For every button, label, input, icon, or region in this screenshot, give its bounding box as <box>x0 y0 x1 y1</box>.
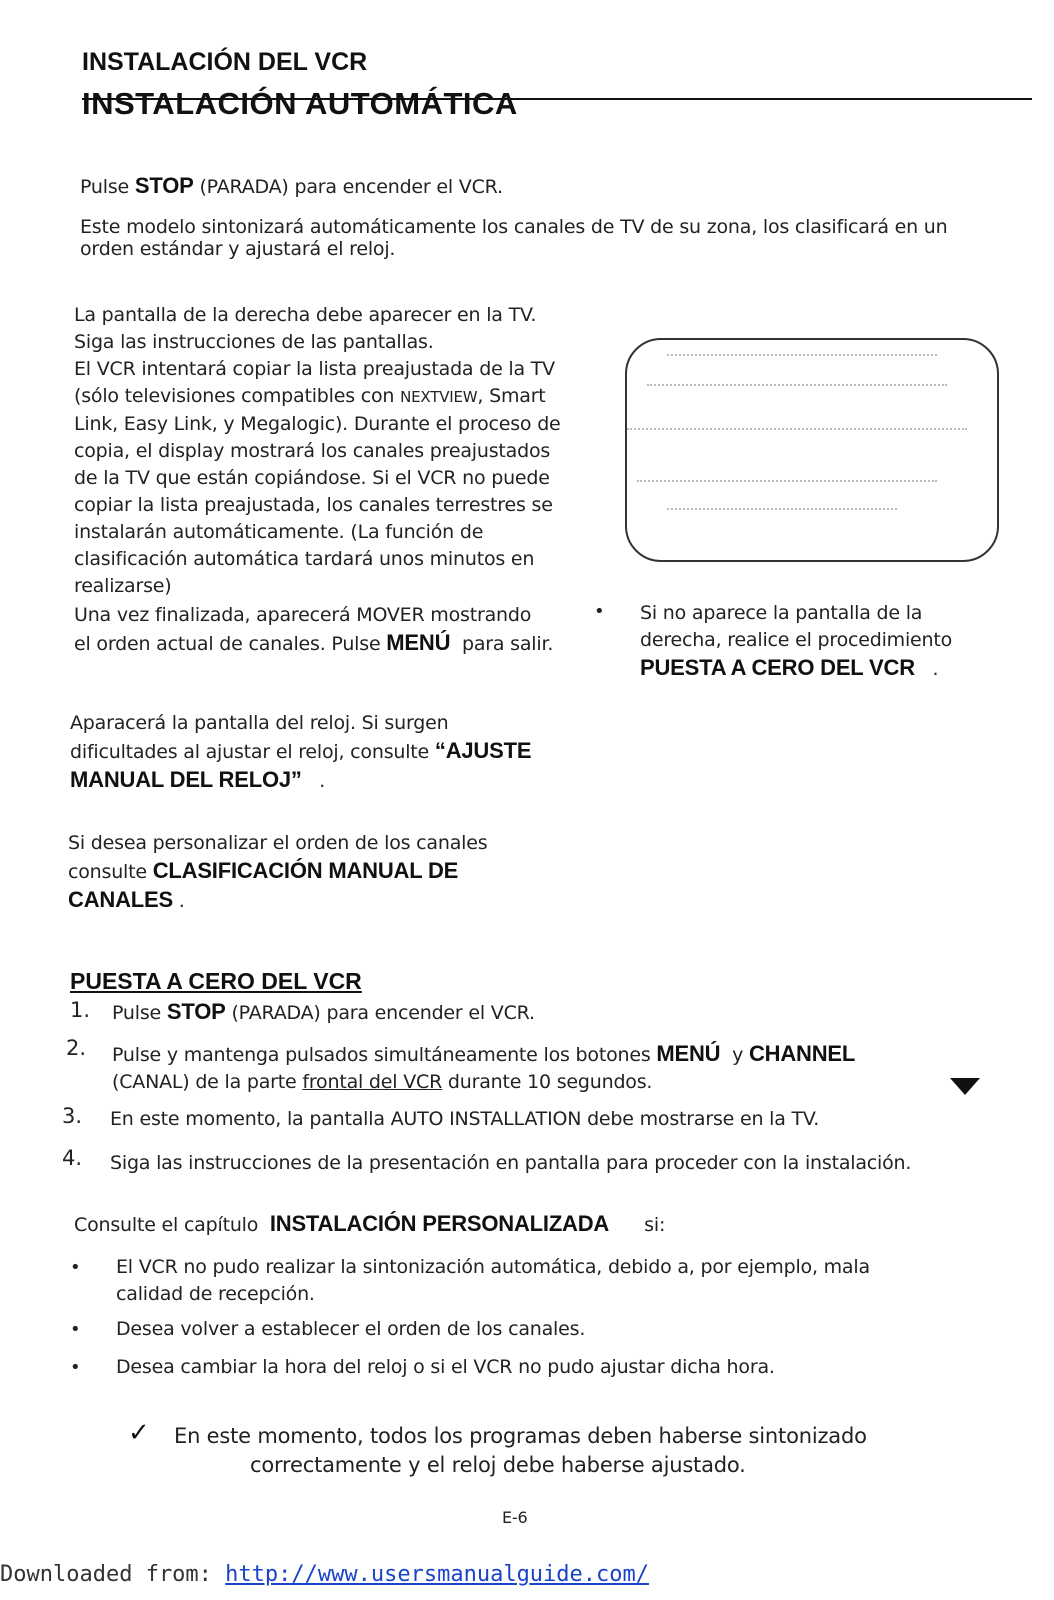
custom-order-paragraph: Si desea personalizar el orden de los canales consulte CLASIFICACIÓN MANUAL DE CANALES . <box>68 832 488 912</box>
stop-key: STOP <box>134 173 194 198</box>
download-footer: Downloaded from: http://www.usersmanualguide.com/ <box>0 1562 650 1587</box>
step-number: 4. <box>62 1146 83 1170</box>
source-link[interactable]: http://www.usersmanualguide.com/ <box>225 1562 650 1587</box>
step-number: 3. <box>62 1104 83 1128</box>
right-note: Si no aparece la pantalla de la derecha, realice el procedimiento PUESTA A CERO DEL VCR . <box>640 602 953 680</box>
custom-install-bullet-3: Desea cambiar la hora del reloj o si el VCR no pudo ajustar dicha hora. <box>116 1356 775 1378</box>
left-column-text: La pantalla de la derecha debe aparecer en la TV. Siga las instrucciones de las pantallas. El VCR intentará copiar la lista preajustada de la TV (sólo televisiones compatibles con NEXTVIEW, Smart Link, Easy Link, y Megalogic). Durante el proceso de copia, el display mostrará los canales preajustados de la TV que están copiándose. Si el VCR no puede copiar la lista preajustada, los canales terrestres se instalarán automáticamente. (La función de clasificación automática tardará unos minutos en realizarse) Una vez finalizada, aparecerá MOVER mostrando el orden actual de canales. Pulse MENÚ para salir. <box>74 304 561 655</box>
bullet: • <box>594 601 605 622</box>
step-number: 1. <box>70 998 91 1022</box>
channel-down-icon <box>950 1078 980 1095</box>
final-note: En este momento, todos los programas deben haberse sintonizado correctamente y el reloj debe haberse ajustado. <box>174 1424 867 1477</box>
reset-ref: PUESTA A CERO DEL VCR <box>640 655 915 680</box>
menu-key: MENÚ <box>386 630 451 655</box>
custom-install-bullet-2: Desea volver a establecer el orden de los canales. <box>116 1318 586 1340</box>
page-title: INSTALACIÓN AUTOMÁTICA <box>82 86 518 121</box>
step-4: Siga las instrucciones de la presentación en pantalla para proceder con la instalación. <box>110 1152 912 1174</box>
bullet: • <box>70 1357 81 1378</box>
clock-paragraph: Aparacerá la pantalla del reloj. Si surgen dificultades al ajustar el reloj, consulte “AJUSTE MANUAL DEL RELOJ” . <box>70 712 532 792</box>
reset-section-title: PUESTA A CERO DEL VCR <box>70 968 362 994</box>
check-icon: ✓ <box>128 1418 150 1448</box>
step-1: Pulse STOP (PARADA) para encender el VCR. <box>112 999 535 1024</box>
tv-screen-illustration <box>625 338 999 562</box>
intro-line-2: Este modelo sintonizará automáticamente los canales de TV de su zona, los clasificará en un <box>80 216 948 238</box>
intro-line-1: Pulse STOP (PARADA) para encender el VCR. <box>80 173 503 198</box>
custom-install-lead: Consulte el capítulo INSTALACIÓN PERSONALIZADA si: <box>74 1211 666 1236</box>
step-3: En este momento, la pantalla AUTO INSTALLATION debe mostrarse en la TV. <box>110 1108 820 1130</box>
custom-install-bullet-1: El VCR no pudo realizar la sintonización automática, debido a, por ejemplo, mala calidad de recepción. <box>116 1256 870 1305</box>
step-number: 2. <box>66 1036 87 1060</box>
step-2: Pulse y mantenga pulsados simultáneamente los botones MENÚ y CHANNEL (CANAL) de la parte frontal del VCR durante 10 segundos. <box>112 1041 856 1093</box>
bullet: • <box>70 1257 81 1278</box>
intro-line-3: orden estándar y ajustará el reloj. <box>80 238 396 260</box>
bullet: • <box>70 1319 81 1340</box>
page-number: E-6 <box>502 1508 528 1527</box>
section-heading: INSTALACIÓN DEL VCR <box>82 48 368 76</box>
